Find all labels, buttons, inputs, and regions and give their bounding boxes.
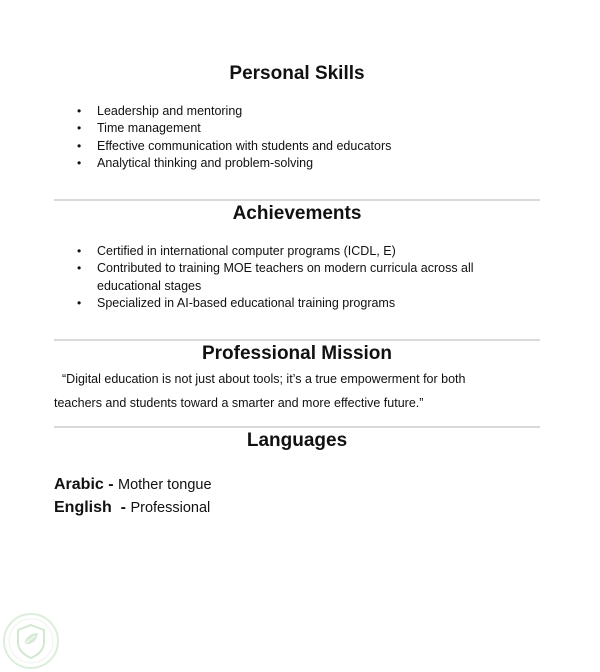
list-item: • Specialized in AI-based educational training programs (97, 295, 527, 312)
list-item: • Leadership and mentoring (97, 103, 527, 120)
section-title-professional-mission: Professional Mission (201, 343, 393, 364)
personal-skills-list (97, 103, 527, 172)
list-item: • Effective communication with students and educators (97, 138, 527, 155)
mission-line-1: “Digital education is not just about tools; it’s a true empowerment for both (62, 372, 466, 386)
mission-line-2: teachers and students toward a smarter and more effective future.” (54, 396, 424, 410)
achievements-list (97, 243, 527, 312)
mission-statement (54, 367, 540, 415)
language-level: Professional (130, 500, 211, 516)
section-title-achievements: Achievements (232, 203, 362, 224)
list-item: • Contributed to training MOE teachers on modern curricula across all educational stages (97, 260, 527, 295)
section-divider (54, 339, 540, 341)
shield-leaf-logo-icon (2, 612, 60, 670)
list-item: • Time management (97, 120, 527, 137)
list-item: • Certified in international computer programs (ICDL, E) (97, 243, 527, 260)
section-title-languages: Languages (246, 430, 348, 451)
section-divider (54, 426, 540, 428)
language-name: English (54, 499, 112, 516)
section-title-personal-skills: Personal Skills (229, 63, 365, 84)
list-item: • Analytical thinking and problem-solving (97, 155, 527, 172)
language-row-english (54, 498, 210, 518)
language-name: Arabic (54, 476, 104, 493)
section-divider (54, 199, 540, 201)
language-separator: - (111, 499, 131, 516)
language-separator: - (103, 476, 119, 493)
language-level: Mother tongue (118, 477, 212, 493)
language-row-arabic (54, 475, 212, 495)
